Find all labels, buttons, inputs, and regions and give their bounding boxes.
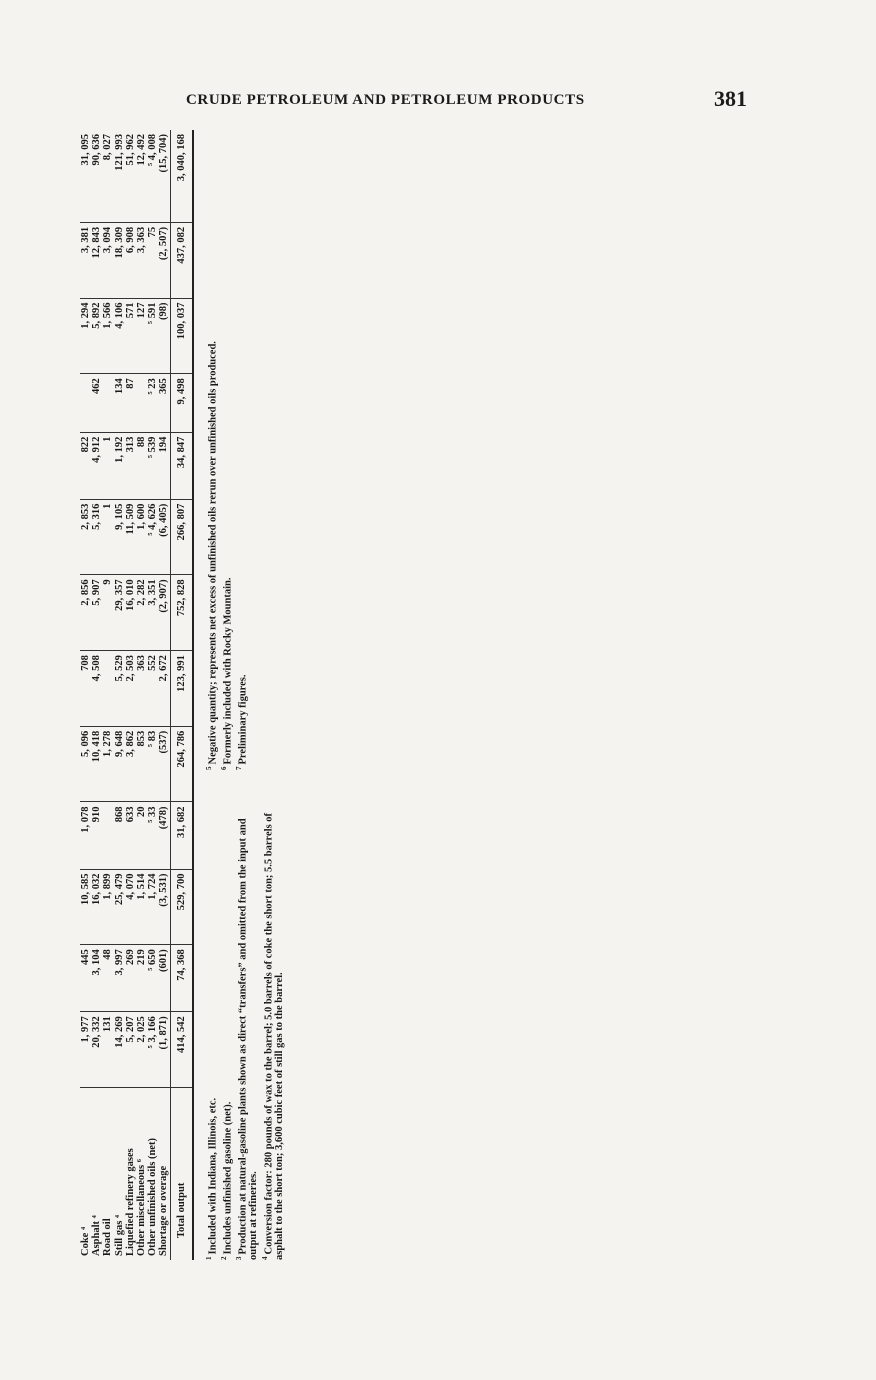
row-label: Total output (170, 1088, 193, 1261)
table-cell: 3, 381 (80, 222, 91, 298)
footnote-text: Preliminary figures. (237, 674, 249, 765)
table-cell: ⁵ 23 (147, 374, 158, 432)
table-cell: 121, 993 (114, 130, 125, 222)
table-cell: (2, 907) (158, 575, 170, 651)
row-label: Liquefied refinery gases (124, 1148, 136, 1256)
total-row (170, 130, 193, 1260)
table-cell: 8, 027 (102, 130, 113, 222)
table-cell: 90, 636 (91, 130, 102, 222)
table-cell: 25, 479 (114, 869, 125, 945)
row-label: Road oil (102, 1218, 114, 1256)
table-cell: 5, 207 (125, 1012, 136, 1088)
table-cell: (478) (158, 802, 170, 869)
table-cell: 752, 828 (170, 575, 193, 651)
table-cell: 633 (125, 802, 136, 869)
footnote-marker: 4 (260, 1256, 269, 1260)
footnote-marker: 3 (235, 1256, 243, 1260)
table-cell: 87 (125, 374, 136, 432)
table-cell: 552 (147, 651, 158, 727)
table-cell (80, 374, 91, 432)
footnote (260, 792, 286, 1260)
table-cell: 31, 095 (80, 130, 91, 222)
table-cell: 2, 672 (158, 651, 170, 727)
table-cell: 51, 962 (125, 130, 136, 222)
rule (193, 130, 196, 1260)
table-cell: 10, 418 (91, 726, 102, 802)
table-cell (102, 374, 113, 432)
table-cell: (98) (158, 298, 170, 374)
row-label: Asphalt ⁴ (91, 1215, 103, 1256)
table-cell: ⁵ 4, 008 (147, 130, 158, 222)
running-title: CRUDE PETROLEUM AND PETROLEUM PRODUCTS (186, 92, 585, 108)
table-row (102, 130, 113, 1260)
table-cell: 266, 807 (170, 499, 193, 575)
table-cell: 1, 899 (102, 869, 113, 945)
table-cell: 4, 070 (125, 869, 136, 945)
output-table (80, 130, 196, 1260)
footnote (219, 130, 234, 770)
table-cell: 75 (147, 222, 158, 298)
table-cell: 2, 025 (136, 1012, 147, 1088)
footnote-marker: 1 (205, 1256, 213, 1260)
table-cell: 571 (125, 298, 136, 374)
table-cell: 529, 700 (170, 869, 193, 945)
footnote-text: Includes unfinished gasoline (net). (222, 1101, 234, 1255)
table-cell: 2, 853 (80, 499, 91, 575)
table-cell: ⁵ 591 (147, 298, 158, 374)
table-cell: 3, 997 (114, 945, 125, 1012)
footnote (204, 792, 219, 1260)
table-cell: 462 (91, 374, 102, 432)
table-cell: 365 (158, 374, 170, 432)
table-row (80, 130, 91, 1260)
page-header (0, 86, 876, 118)
table-cell: 5, 529 (114, 651, 125, 727)
table-cell: 1, 278 (102, 726, 113, 802)
table-cell: ⁵ 83 (147, 726, 158, 802)
row-label: Coke ⁴ (80, 1226, 91, 1256)
table-cell: (15, 704) (158, 130, 170, 222)
table-cell: 88 (136, 432, 147, 499)
table-cell: 10, 585 (80, 869, 91, 945)
table-cell: (3, 531) (158, 869, 170, 945)
table-cell: 822 (80, 432, 91, 499)
table-cell: 2, 856 (80, 575, 91, 651)
table-cell: 1, 192 (114, 432, 125, 499)
footnotes-right (204, 130, 249, 770)
table-cell: 2, 282 (136, 575, 147, 651)
table-cell (102, 651, 113, 727)
table-row (136, 130, 147, 1260)
table-cell: 3, 862 (125, 726, 136, 802)
table-cell: ⁵ 33 (147, 802, 158, 869)
table-cell: 16, 010 (125, 575, 136, 651)
table-cell: (6, 405) (158, 499, 170, 575)
table-cell: (537) (158, 726, 170, 802)
table-cell: 414, 542 (170, 1012, 193, 1088)
table-cell: 437, 082 (170, 222, 193, 298)
table-row (125, 130, 136, 1260)
footnote-text: Formerly included with Rocky Mountain. (222, 577, 234, 765)
footnote (204, 130, 219, 770)
table-cell: 1 (102, 499, 113, 575)
footnote (234, 130, 249, 770)
table-cell: 5, 096 (80, 726, 91, 802)
table-cell: 2, 503 (125, 651, 136, 727)
table-cell: 9, 648 (114, 726, 125, 802)
table-cell: 3, 363 (136, 222, 147, 298)
table-cell: ⁵ 650 (147, 945, 158, 1012)
table-cell: 9, 105 (114, 499, 125, 575)
table-cell: 14, 269 (114, 1012, 125, 1088)
footnote (219, 792, 234, 1260)
table-cell: 20 (136, 802, 147, 869)
table-cell: 1, 724 (147, 869, 158, 945)
table-cell: ⁵ 539 (147, 432, 158, 499)
table-cell: 363 (136, 651, 147, 727)
table-cell: 1, 294 (80, 298, 91, 374)
table-cell: 708 (80, 651, 91, 727)
row-label: Other unfinished oils (net) (147, 1138, 159, 1256)
table-cell: 18, 309 (114, 222, 125, 298)
footnote-text: Conversion factor: 280 pounds of wax to the barrel; 5.0 barrels of coke the short ton; 5.5 barrels of asphalt to the short ton; 3,600 cubic feet of still gas to the barrel. (263, 812, 285, 1260)
table-cell: 11, 509 (125, 499, 136, 575)
table-cell: 1, 600 (136, 499, 147, 575)
table-cell: 4, 912 (91, 432, 102, 499)
table-cell: 74, 368 (170, 945, 193, 1012)
table-cell: (601) (158, 945, 170, 1012)
row-label: Other miscellaneous ⁶ (136, 1159, 148, 1256)
table-cell: 134 (114, 374, 125, 432)
table-cell (136, 374, 147, 432)
footnotes-left (204, 792, 285, 1260)
table-cell: 123, 991 (170, 651, 193, 727)
footnote-marker: 5 (205, 766, 213, 770)
rotated-table-block (80, 130, 285, 1260)
table-cell: 31, 682 (170, 802, 193, 869)
table-row (158, 130, 170, 1260)
table-row (114, 130, 125, 1260)
footnote-marker: 7 (235, 766, 243, 770)
table-cell: 127 (136, 298, 147, 374)
table-cell: 1, 566 (102, 298, 113, 374)
table-cell: 3, 104 (91, 945, 102, 1012)
footnote (234, 792, 260, 1260)
table-cell: 1, 078 (80, 802, 91, 869)
table-cell: 9, 498 (170, 374, 193, 432)
table-cell: 3, 351 (147, 575, 158, 651)
table-cell: 194 (158, 432, 170, 499)
table-cell: 219 (136, 945, 147, 1012)
table-cell: ⁵ 4, 626 (147, 499, 158, 575)
table-cell: 29, 357 (114, 575, 125, 651)
table-cell: 3, 094 (102, 222, 113, 298)
row-label: Shortage or overage (158, 1165, 170, 1256)
table-cell: 269 (125, 945, 136, 1012)
footnote-text: Production at natural-gasoline plants shown as direct “transfers” and omitted from the input and output at refineries. (237, 818, 259, 1260)
table-cell: 100, 037 (170, 298, 193, 374)
footnote-marker: 2 (220, 1256, 228, 1260)
table-cell: 868 (114, 802, 125, 869)
table-cell (102, 802, 113, 869)
table-bottom-rule (193, 130, 196, 1260)
table-cell: 853 (136, 726, 147, 802)
table-cell: 3, 040, 168 (170, 130, 193, 222)
row-label: Still gas ⁴ (113, 1214, 125, 1256)
table-cell: 910 (91, 802, 102, 869)
table-cell: 131 (102, 1012, 113, 1088)
table-row (91, 130, 102, 1260)
table-cell: 48 (102, 945, 113, 1012)
table-cell: 313 (125, 432, 136, 499)
table-cell: 445 (80, 945, 91, 1012)
table-cell: 20, 332 (91, 1012, 102, 1088)
footnote-text: Included with Indiana, Illinois, etc. (207, 1097, 219, 1255)
table-cell: 5, 892 (91, 298, 102, 374)
table-cell: 16, 032 (91, 869, 102, 945)
table-cell: 1, 514 (136, 869, 147, 945)
table-cell: (1, 871) (158, 1012, 170, 1088)
table-cell: 5, 907 (91, 575, 102, 651)
table-cell: 34, 847 (170, 432, 193, 499)
table-cell: 6, 908 (125, 222, 136, 298)
footnote-text: Negative quantity; represents net excess of unfinished oils rerun over unfinished oils produced. (207, 341, 219, 765)
footnote-marker: 6 (220, 766, 228, 770)
table-cell: 9 (102, 575, 113, 651)
table-cell: 4, 508 (91, 651, 102, 727)
table-cell: 12, 492 (136, 130, 147, 222)
table-row (147, 130, 158, 1260)
table-cell: 4, 106 (114, 298, 125, 374)
table-cell: 1, 977 (80, 1012, 91, 1088)
table-cell: (2, 507) (158, 222, 170, 298)
table-cell: 5, 316 (91, 499, 102, 575)
page-number: 381 (714, 86, 747, 111)
table-cell: 12, 843 (91, 222, 102, 298)
table-cell: ⁵ 3, 166 (147, 1012, 158, 1088)
table-cell: 264, 786 (170, 726, 193, 802)
table-cell: 1 (102, 432, 113, 499)
